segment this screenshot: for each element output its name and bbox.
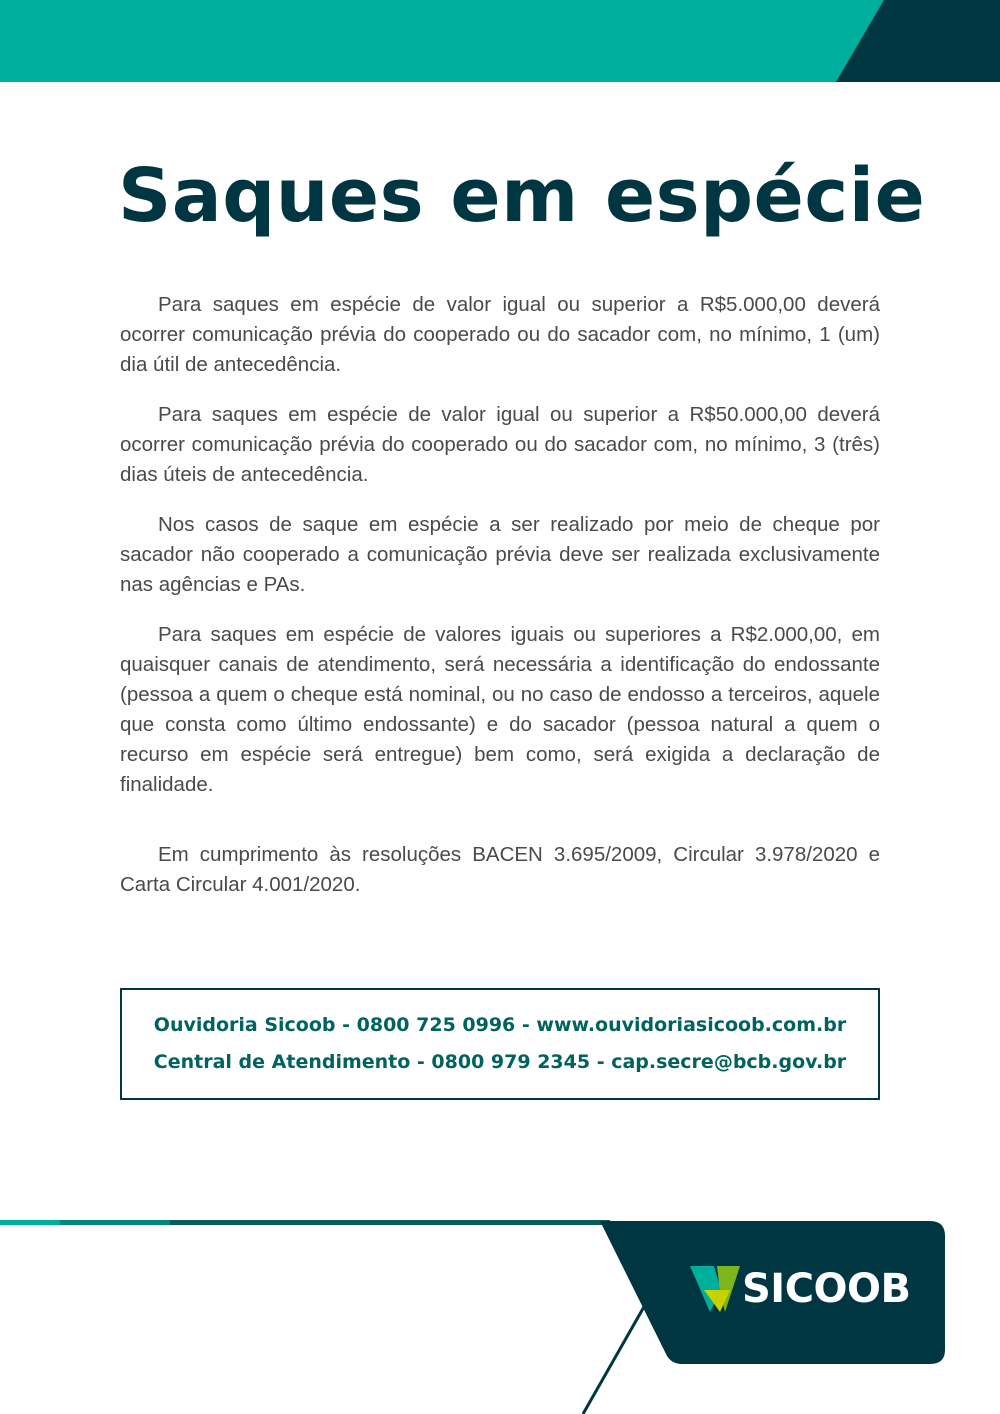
paragraph-4: Para saques em espécie de valores iguais ou superiores a R$2.000,00, em quaisquer canais de atendimento, será necessária a identificação do endossante (pessoa a quem o cheque está nominal, ou no caso de endosso a terceiros, aquele que consta como último endossante) e do sacador (pessoa natural a quem o recurso em espécie será entregue) bem como, será exigida a declaração de finalidade. — [120, 623, 880, 796]
contact-box — [120, 988, 880, 1100]
footer-diagonal-stroke — [583, 1305, 645, 1414]
footer-line-mid — [60, 1220, 170, 1225]
ouvidoria-contact[interactable]: Ouvidoria Sicoob - 0800 725 0996 - www.ouvidoriasicoob.com.br — [153, 1014, 847, 1036]
footer-line-teal — [0, 1220, 60, 1225]
page-title: Saques em espécie — [118, 153, 926, 239]
compliance-note: Em cumprimento às resoluções BACEN 3.695/2009, Circular 3.978/2020 e Carta Circular 4.001/2020. — [120, 843, 880, 896]
document-body — [120, 290, 880, 920]
paragraph-3: Nos casos de saque em espécie a ser realizado por meio de cheque por sacador não cooperado a comunicação prévia deve ser realizada exclusivamente nas agências e PAs. — [120, 513, 880, 596]
footer-line-dark — [170, 1220, 610, 1225]
central-contact[interactable]: Central de Atendimento - 0800 979 2345 - cap.secre@bcb.gov.br — [153, 1051, 847, 1073]
header-band — [0, 0, 1000, 82]
brand-name: SICOOB — [742, 1266, 911, 1312]
paragraph-2: Para saques em espécie de valor igual ou superior a R$50.000,00 deverá ocorrer comunicação prévia do cooperado ou do sacador com, no mínimo, 3 (três) dias úteis de antecedência. — [120, 403, 880, 486]
paragraph-1: Para saques em espécie de valor igual ou superior a R$5.000,00 deverá ocorrer comunicação prévia do cooperado ou do sacador com, no mínimo, 1 (um) dia útil de antecedência. — [120, 293, 880, 376]
